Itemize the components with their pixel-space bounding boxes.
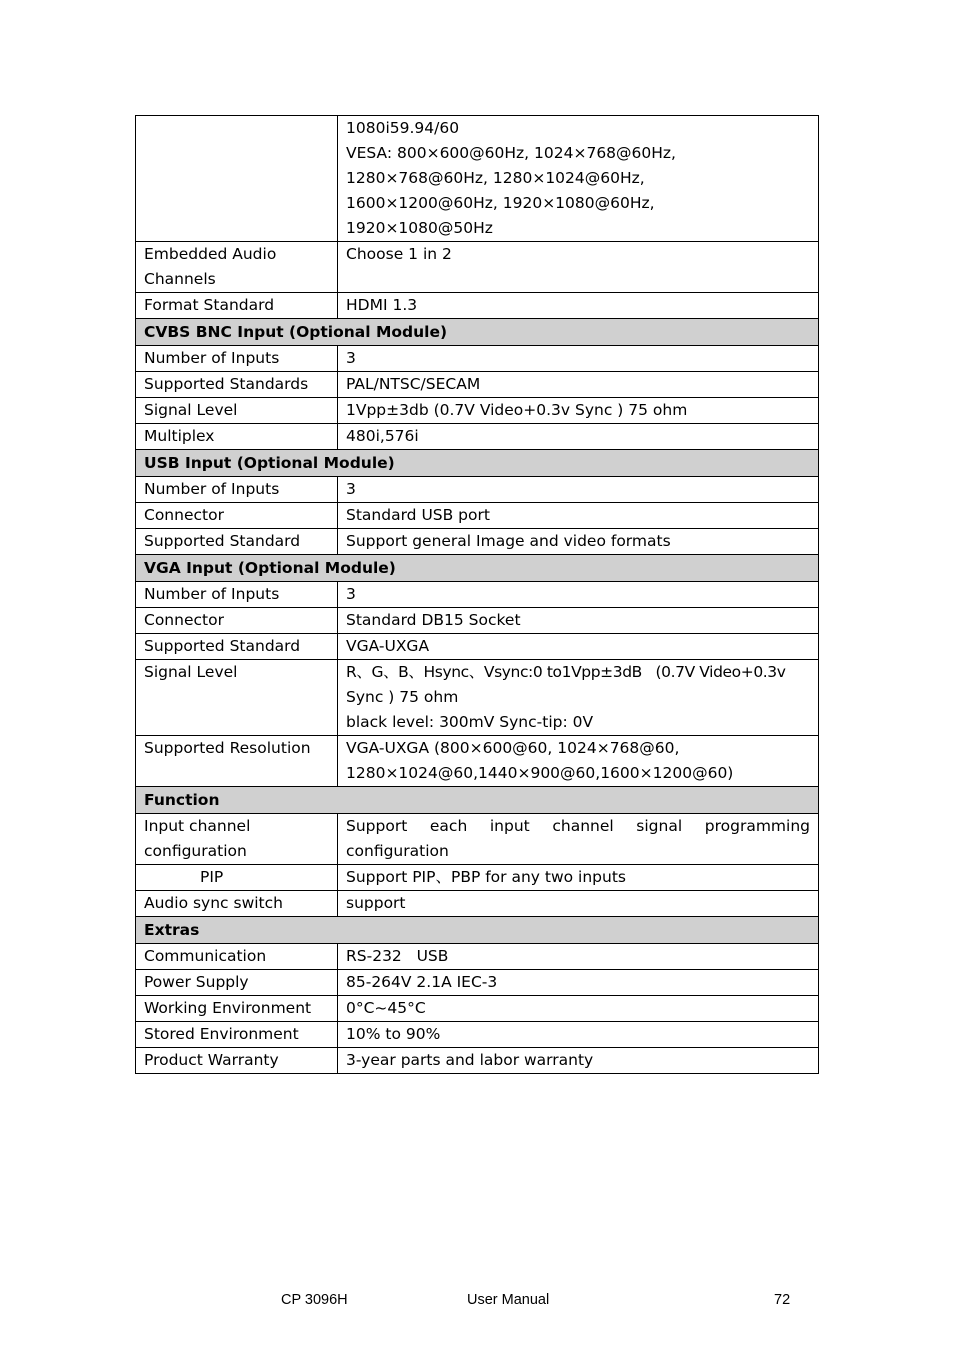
row-value: 480i,576i xyxy=(338,424,819,450)
footer-title: User Manual xyxy=(467,1292,550,1308)
section-heading-cvbs: CVBS BNC Input (Optional Module) xyxy=(136,319,819,346)
table-row xyxy=(136,660,819,736)
table-row xyxy=(136,424,819,450)
section-heading-vga: VGA Input (Optional Module) xyxy=(136,555,819,582)
footer-model: CP 3096H xyxy=(281,1292,348,1308)
spec-table xyxy=(135,115,819,1074)
row-label: Supported Resolution xyxy=(136,736,338,787)
row-label: Communication xyxy=(136,944,338,970)
row-label: Connector xyxy=(136,503,338,529)
row-label: Working Environment xyxy=(136,996,338,1022)
row-label: Number of Inputs xyxy=(136,346,338,372)
table-row xyxy=(136,398,819,424)
row-label: Signal Level xyxy=(136,660,338,736)
row-value: VGA-UXGA (800×600@60, 1024×768@60, 1280×1024@60,1440×900@60,1600×1200@60) xyxy=(338,736,819,787)
table-row xyxy=(136,891,819,917)
row-value: Support general Image and video formats xyxy=(338,529,819,555)
row-label: Supported Standard xyxy=(136,529,338,555)
row-label: Stored Environment xyxy=(136,1022,338,1048)
table-row xyxy=(136,242,819,293)
row-value: 1Vpp±3db (0.7V Video+0.3v Sync ) 75 ohm xyxy=(338,398,819,424)
row-value: support xyxy=(338,891,819,917)
row-value: 3 xyxy=(338,346,819,372)
table-row xyxy=(136,1022,819,1048)
row-value: 10% to 90% xyxy=(338,1022,819,1048)
table-row xyxy=(136,736,819,787)
table-row xyxy=(136,372,819,398)
row-value: 0°C~45°C xyxy=(338,996,819,1022)
row-value: 3 xyxy=(338,582,819,608)
row-value: 85-264V 2.1A IEC-3 xyxy=(338,970,819,996)
row-value: PAL/NTSC/SECAM xyxy=(338,372,819,398)
table-row xyxy=(136,293,819,319)
row-value: Support each input channel signal programming configuration xyxy=(338,814,819,865)
table-row xyxy=(136,503,819,529)
table-row xyxy=(136,1048,819,1074)
table-row xyxy=(136,814,819,865)
table-row xyxy=(136,996,819,1022)
row-label: Supported Standards xyxy=(136,372,338,398)
row-label: Audio sync switch xyxy=(136,891,338,917)
table-row xyxy=(136,477,819,503)
table-row xyxy=(136,970,819,996)
table-row xyxy=(136,582,819,608)
page-number: 72 xyxy=(774,1292,791,1308)
row-value: VGA-UXGA xyxy=(338,634,819,660)
row-value: Standard USB port xyxy=(338,503,819,529)
row-label: Connector xyxy=(136,608,338,634)
section-heading-function: Function xyxy=(136,787,819,814)
table-row xyxy=(136,608,819,634)
row-label: Embedded Audio Channels xyxy=(136,242,338,293)
row-value: Choose 1 in 2 xyxy=(338,242,819,293)
row-value: Support PIP、PBP for any two inputs xyxy=(338,865,819,891)
row-label: Supported Standard xyxy=(136,634,338,660)
row-label: Input channel configuration xyxy=(136,814,338,865)
table-row xyxy=(136,529,819,555)
row-value: 3-year parts and labor warranty xyxy=(338,1048,819,1074)
row-label: Signal Level xyxy=(136,398,338,424)
row-label: Number of Inputs xyxy=(136,477,338,503)
row-value: 3 xyxy=(338,477,819,503)
table-row xyxy=(136,944,819,970)
row-value: HDMI 1.3 xyxy=(338,293,819,319)
row-value: 1080i59.94/60 VESA: 800×600@60Hz, 1024×768@60Hz, 1280×768@60Hz, 1280×1024@60Hz, 1600×1200@60Hz, 1920×1080@60Hz, 1920×1080@50Hz xyxy=(338,116,819,242)
row-label: Product Warranty xyxy=(136,1048,338,1074)
row-label: Number of Inputs xyxy=(136,582,338,608)
table-row xyxy=(136,634,819,660)
row-label xyxy=(136,116,338,242)
table-row xyxy=(136,865,819,891)
table-row xyxy=(136,116,819,242)
row-label: Format Standard xyxy=(136,293,338,319)
table-row xyxy=(136,346,819,372)
row-label: Multiplex xyxy=(136,424,338,450)
row-label: PIP xyxy=(136,865,338,891)
row-value: RS-232 USB xyxy=(338,944,819,970)
section-heading-usb: USB Input (Optional Module) xyxy=(136,450,819,477)
row-value: Standard DB15 Socket xyxy=(338,608,819,634)
section-heading-extras: Extras xyxy=(136,917,819,944)
row-label: Power Supply xyxy=(136,970,338,996)
row-value: R、G、B、Hsync、Vsync:0 to1Vpp±3dB (0.7V Video+0.3v Sync ) 75 ohm black level: 300mV Sync-tip: 0V xyxy=(338,660,819,736)
